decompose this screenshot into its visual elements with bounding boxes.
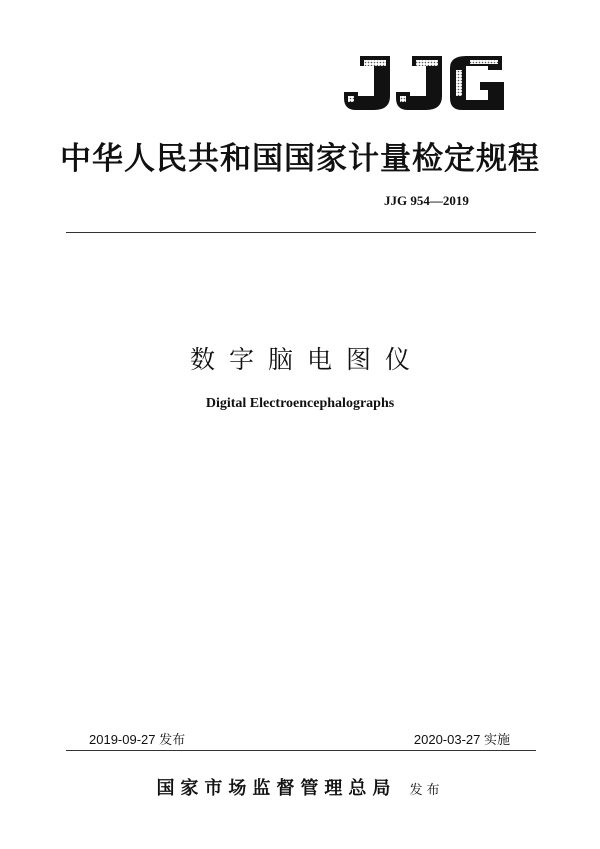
standard-number: JJG 954—2019 [384,193,469,208]
document-subtitle: Digital Electroencephalographs [205,396,395,411]
document-title: 数字脑电图仪 [189,345,424,374]
effective-date: 2020-03-27 实施 [413,732,510,747]
publisher-line [0,774,600,800]
bottom-divider [66,750,536,751]
top-divider [66,232,536,233]
publisher-name: 国家市场监督管理总局 [156,778,397,799]
publish-date: 2019-09-27 发布 [89,732,186,747]
regulation-title: 中华人民共和国国家计量检定规程 [60,141,540,177]
jjg-logo [340,52,510,114]
publish-action: 发布 [409,783,444,798]
